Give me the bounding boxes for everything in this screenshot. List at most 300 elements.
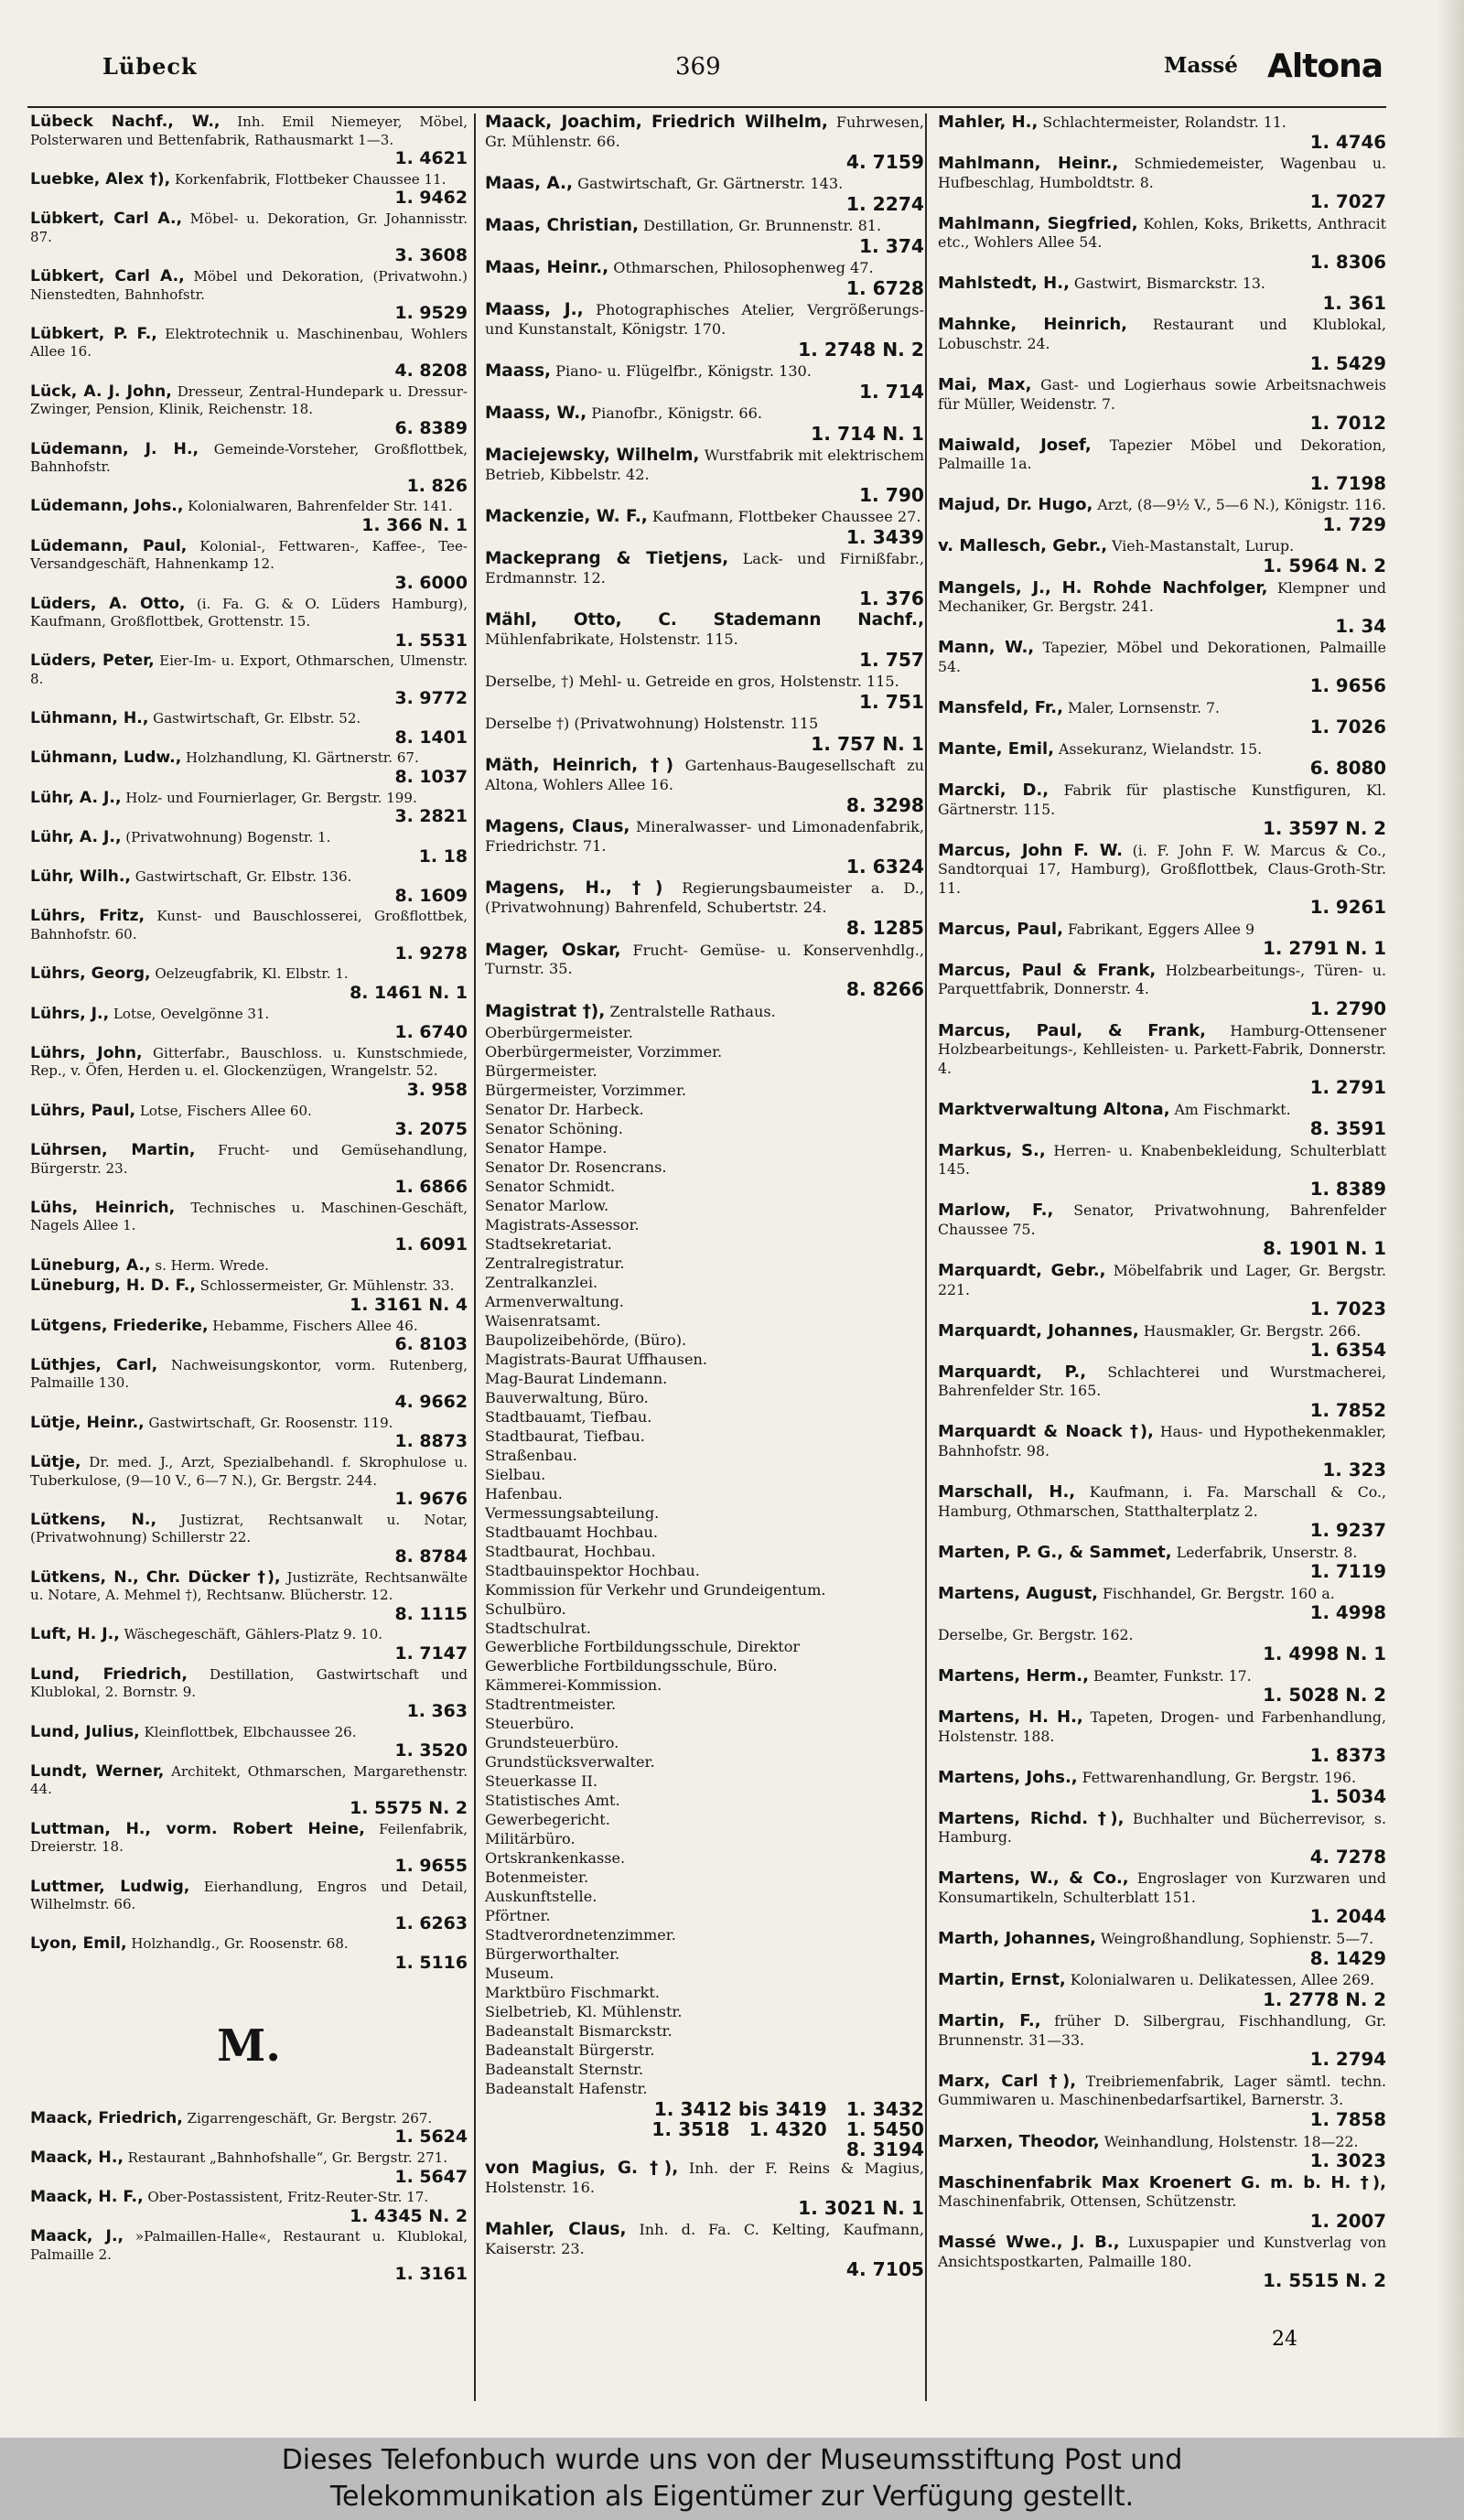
entry-name: Martens, Herm.,	[938, 1665, 1089, 1685]
directory-entry	[30, 498, 468, 534]
entry-details: Herren- u. Knabenbekleidung, Schulterblatt 145.	[938, 1141, 1387, 1179]
entry-details: Regierungsbaumeister a. D., (Privatwohnung) Bahrenfeld, Schubertstr. 24.	[485, 879, 924, 917]
department-item: Stadtrentmeister.	[485, 1696, 617, 1714]
entry-name: Maass, W.,	[485, 404, 587, 424]
entry-details: Eierhandlung, Engros und Detail, Wilhelmstr. 66.	[30, 1878, 468, 1913]
column-1	[30, 113, 468, 2286]
department-item: Stadtsekretariat.	[485, 1235, 612, 1254]
department-item: Oberbürgermeister.	[485, 1024, 633, 1042]
entry-name: Mahlmann, Siegfried,	[938, 213, 1138, 233]
entry-phone: 1. 8306	[1309, 251, 1386, 273]
entry-details: Möbel und Dekoration, (Privatwohn.) Nienstedten, Bahnhofstr.	[30, 267, 468, 303]
entry-phone: 1. 729	[1322, 513, 1386, 535]
entry-phone: 1. 376	[858, 587, 924, 610]
entry-name: Majud, Dr. Hugo,	[938, 495, 1093, 515]
entry-details: Arzt, (8—9½ V., 5—6 N.), Königstr. 116.	[1097, 496, 1386, 514]
entry-name: Martens, August,	[938, 1583, 1098, 1603]
entry-details: Piano- u. Flügelfbr., Königstr. 130.	[555, 362, 812, 381]
entry-details: Derselbe †) (Privatwohnung) Holstenstr. 115	[485, 715, 819, 733]
entry-details: Fuhrwesen, Gr. Mühlenstr. 66.	[485, 113, 924, 150]
entry-phone: 1. 363	[406, 1700, 468, 1721]
directory-entry	[30, 965, 468, 1002]
directory-entry	[485, 715, 924, 754]
entry-details: Senator, Privatwohnung, Bahrenfelder Chaussee 75.	[938, 1201, 1386, 1238]
directory-entry	[938, 2012, 1386, 2070]
entry-details: Derselbe, †) Mehl- u. Getreide en gros, Holstenstr. 115.	[485, 673, 899, 691]
entry-name: Lührs, J.,	[30, 1004, 110, 1023]
department-item: Stadtbauamt, Tiefbau.	[485, 1407, 652, 1426]
entry-phone: 8. 8784	[394, 1545, 468, 1567]
entry-phone: 1. 751	[858, 691, 924, 714]
entry-details: Kunst- und Bauschlosserei, Großflottbek, Bahnhofstr. 60.	[30, 908, 468, 943]
entry-phone: 1. 374	[858, 235, 924, 258]
entry-details: Weingroßhandlung, Sophienstr. 5—7.	[1100, 1930, 1374, 1948]
page-number: 369	[675, 53, 721, 81]
entry-name: Maack, J.,	[30, 2227, 124, 2246]
entry-details: Tapezier Möbel und Dekoration, Palmaille 1a.	[938, 436, 1386, 473]
entry-phone: 1. 7119	[1309, 1561, 1386, 1583]
entry-details: Kaufmann, i. Fa. Marschall & Co., Hamburg, Othmarschen, Statthalterplatz 2.	[938, 1483, 1386, 1520]
entry-phone: 8. 3298	[845, 794, 924, 817]
entry-phone: 6. 8103	[394, 1334, 468, 1355]
department-item: Stadtbauinspektor Hochbau.	[485, 1561, 700, 1579]
entry-name: Martin, F.,	[938, 2011, 1041, 2031]
entry-name: Mahnke, Heinrich,	[938, 315, 1127, 335]
department-item: Museum.	[485, 1964, 554, 1982]
entry-name: Mahler, H.,	[938, 113, 1039, 132]
entry-phone: 1. 2778 N. 2	[1263, 1988, 1386, 2010]
entry-phone: 1. 6728	[845, 277, 924, 300]
entry-name: Mähl, Otto, C. Stademann Nachf.,	[485, 610, 924, 630]
directory-entry	[485, 2221, 924, 2279]
entry-name: Maack, H. F.,	[30, 2188, 144, 2207]
directory-entry	[485, 362, 924, 402]
entry-details: Gartenhaus-Baugesellschaft zu Altona, Wohlers Allee 16.	[485, 757, 924, 794]
entry-phone: 1. 4621	[394, 148, 468, 169]
entry-name: Lübkert, P. F.,	[30, 324, 157, 343]
entry-details: Kaufmann, Flottbeker Chaussee 27.	[651, 508, 921, 526]
entry-name: Lührsen, Martin,	[30, 1140, 196, 1159]
entry-details: Schlossermeister, Gr. Mühlenstr. 33.	[199, 1277, 455, 1295]
entry-details: Buchhalter und Bücherrevisor, s. Hamburg.	[938, 1809, 1386, 1847]
entry-phone: 1. 323	[1322, 1459, 1386, 1481]
entry-details: Luxuspapier und Kunstverlag von Ansichtspostkarten, Palmaille 180.	[938, 2234, 1386, 2270]
entry-phone: 1. 5034	[1309, 1786, 1386, 1808]
entry-details: Lotse, Fischers Allee 60.	[139, 1102, 312, 1119]
entry-details: (Privatwohnung) Bogenstr. 1.	[125, 828, 331, 845]
directory-entry	[30, 790, 468, 826]
entry-name: Lütje, Heinr.,	[30, 1413, 145, 1432]
department-item: Steuerbüro.	[485, 1715, 575, 1733]
directory-entry	[30, 1200, 468, 1255]
entry-name: Lüders, Peter,	[30, 652, 155, 671]
entry-details: Pianofbr., Königstr. 66.	[591, 404, 763, 423]
entry-phone: 1. 2007	[1309, 2210, 1386, 2232]
entry-details: Zentralstelle Rathaus.	[609, 1002, 776, 1020]
entry-details: Feilenfabrik, Dreierstr. 18.	[30, 1820, 468, 1856]
entry-name: Mager, Oskar,	[485, 940, 621, 960]
entry-phone: 1. 4998 N. 1	[1263, 1643, 1386, 1665]
entry-details: Gemeinde-Vorsteher, Großflottbek, Bahnhofstr.	[30, 440, 468, 476]
entry-phone: 1. 7023	[1309, 1298, 1386, 1320]
entry-name: Marcus, Paul, & Frank,	[938, 1020, 1206, 1040]
entry-phone: 8. 1429	[1309, 1947, 1386, 1969]
magistrat-phone-range: 1. 3412 bis 3419 1. 3432	[653, 2097, 924, 2120]
entry-phone: 1. 7858	[1309, 2108, 1386, 2130]
department-item: Magistrats-Baurat Uffhausen.	[485, 1350, 707, 1368]
department-item: Badeanstalt Bürgerstr.	[485, 2041, 655, 2059]
entry-phone: 1. 9655	[394, 1855, 468, 1876]
entry-name: Maas, A.,	[485, 174, 574, 194]
entry-phone: 1. 757 N. 1	[811, 733, 924, 756]
directory-entry	[30, 171, 468, 208]
entry-phone: 8. 1037	[394, 767, 468, 788]
entry-name: Lyon, Emil,	[30, 1934, 127, 1954]
entry-details: Gastwirtschaft, Gr. Elbstr. 52.	[153, 710, 361, 727]
entry-name: Martens, Johs.,	[938, 1767, 1078, 1787]
entry-name: Martens, Richd. †),	[938, 1808, 1125, 1828]
directory-entry	[30, 1103, 468, 1139]
entry-name: Lüneburg, A.,	[30, 1255, 151, 1275]
entry-name: Maass, J.,	[485, 300, 584, 320]
entry-details: Schlachterei und Wurstmacherei, Bahrenfelder Str. 165.	[938, 1362, 1386, 1400]
entry-phone: 1. 8373	[1309, 1745, 1386, 1767]
entry-phone: 1. 7012	[1309, 413, 1386, 435]
entry-details: Hamburg-Ottensener Holzbearbeitungs-, Kehlleisten- u. Parkett-Fabrik, Donnerstr. 4.	[938, 1021, 1386, 1077]
entry-phone: 6. 8389	[394, 417, 468, 438]
entry-name: Mahlstedt, H.,	[938, 274, 1070, 294]
department-item: Gewerbliche Fortbildungsschule, Büro.	[485, 1657, 778, 1675]
entry-name: Lund, Friedrich,	[30, 1664, 188, 1684]
directory-entry	[485, 508, 924, 547]
credit-line-1: Dieses Telefonbuch wurde uns von der Museumsstiftung Post und	[281, 2444, 1183, 2476]
entry-name: Mackeprang & Tietjens,	[485, 549, 729, 569]
directory-entry	[485, 217, 924, 256]
entry-phone: 1. 5964 N. 2	[1263, 555, 1386, 576]
entry-name: Marquardt, Gebr.,	[938, 1261, 1106, 1281]
entry-phone: 1. 2044	[1309, 1906, 1386, 1928]
entry-details: Kolonialwaren, Bahrenfelder Str. 141.	[188, 498, 453, 515]
entry-details: Hausmakler, Gr. Bergstr. 266.	[1143, 1321, 1362, 1340]
entry-name: Marschall, H.,	[938, 1482, 1076, 1502]
entry-details: Schlachtermeister, Rolandstr. 11.	[1042, 113, 1286, 131]
entry-details: Othmarschen, Philosophenweg 47.	[613, 259, 874, 277]
entry-name: Marcus, Paul & Frank,	[938, 960, 1157, 980]
directory-entry	[938, 921, 1386, 959]
directory-entry	[938, 1544, 1386, 1582]
entry-details: Kleinflottbek, Elbchaussee 26.	[144, 1723, 357, 1740]
magistrat-phone-last: 8. 3194	[845, 2138, 924, 2160]
directory-entry	[938, 1930, 1386, 1968]
entry-phone: 4. 7159	[845, 150, 924, 173]
entry-name: Lüdemann, Paul,	[30, 536, 188, 555]
entry-name: Mai, Max,	[938, 375, 1032, 395]
entry-phone: 8. 1285	[845, 917, 924, 940]
entry-name: Lübeck Nachf., W.,	[30, 113, 221, 131]
entry-details: Kohlen, Koks, Briketts, Anthracit etc., Wohlers Allee 54.	[938, 214, 1386, 252]
entry-name: Lütkens, N.,	[30, 1510, 156, 1529]
department-item: Vermessungsabteilung.	[485, 1503, 660, 1522]
entry-details: Dr. med. J., Arzt, Spezialbehandl. f. Skrophulose u. Tuberkulose, (9—10 V., 6—7 N.), Gr. Bergstr. 244.	[30, 1453, 468, 1489]
entry-phone: 1. 9237	[1309, 1520, 1386, 1542]
entry-name: Lütje,	[30, 1452, 81, 1471]
directory-entry	[938, 2234, 1386, 2291]
directory-entry	[938, 2073, 1386, 2130]
directory-entry	[30, 829, 468, 866]
entry-details: Hebamme, Fischers Allee 46.	[212, 1317, 418, 1334]
entry-details: Wäschegeschäft, Gählers-Platz 9. 10.	[124, 1626, 383, 1643]
entry-phone: 1. 714 N. 1	[811, 423, 924, 446]
entry-details: Engroslager von Kurzwaren und Konsumartikeln, Schulterblatt 151.	[938, 1869, 1386, 1906]
entry-phone: 1. 6263	[394, 1912, 468, 1933]
directory-entry	[938, 1708, 1386, 1766]
entry-name: von Magius, G. †),	[485, 2158, 679, 2178]
department-item: Mag-Baurat Lindemann.	[485, 1369, 668, 1387]
directory-entry	[938, 1483, 1386, 1541]
entry-phone: 3. 6000	[394, 572, 468, 593]
directory-entry	[938, 1101, 1386, 1139]
entry-details: Holzhandlung, Kl. Gärtnerstr. 67.	[186, 749, 419, 767]
entry-details: Gitterfabr., Bauschloss. u. Kunstschmiede, Rep., v. Öfen, Herden u. el. Glockenzügen, Wrangelstr. 52.	[30, 1044, 468, 1080]
entry-details: Technisches u. Maschinen-Geschäft, Nagels Allee 1.	[30, 1199, 468, 1234]
entry-details: Dresseur, Zentral-Hundepark u. Dressur-Zwinger, Pension, Klinik, Reichenstr. 18.	[30, 382, 468, 418]
entry-phone: 1. 5116	[394, 1953, 468, 1974]
entry-name: Mangels, J., H. Rohde Nachfolger,	[938, 577, 1268, 598]
directory-entry	[30, 2228, 468, 2283]
entry-phone: 1. 5515 N. 2	[1263, 2270, 1386, 2292]
entry-phone: 1. 7147	[394, 1643, 468, 1664]
department-item: Zentralregistratur.	[485, 1255, 625, 1273]
directory-entry	[30, 1879, 468, 1933]
entry-name: Maiwald, Josef,	[938, 435, 1092, 455]
column-divider	[474, 113, 476, 2401]
entries-l	[30, 113, 468, 1973]
entry-name: Luttman, H., vorm. Robert Heine,	[30, 1819, 365, 1838]
entry-name: Martens, H. H.,	[938, 1707, 1083, 1728]
department-item: Baupolizeibehörde, (Büro).	[485, 1330, 687, 1349]
entry-phone: 1. 4746	[1309, 131, 1386, 153]
directory-entry	[485, 113, 924, 172]
directory-entry	[30, 326, 468, 381]
entry-name: Marquardt, Johannes,	[938, 1320, 1139, 1341]
entry-name: Marxen, Theodor,	[938, 2131, 1100, 2151]
directory-entry	[485, 259, 924, 298]
entry-name: Lück, A. J. John,	[30, 382, 172, 401]
entry-phone: 1. 9529	[394, 303, 468, 324]
directory-entry	[30, 1257, 468, 1276]
entry-details: Inh. Emil Niemeyer, Möbel, Polsterwaren und Bettenfabrik, Rathausmarkt 1—3.	[30, 113, 468, 148]
entry-details: Eier-Im- u. Export, Othmarschen, Ulmenstr. 8.	[30, 652, 468, 687]
entry-details: Mineralwasser- und Limonadenfabrik, Friedrichstr. 71.	[485, 818, 924, 856]
entry-name: Lütgens, Friederike,	[30, 1316, 209, 1335]
department-item: Senator Schöning.	[485, 1120, 623, 1138]
department-item: Gewerbliche Fortbildungsschule, Direktor	[485, 1638, 801, 1656]
entry-name: Lührs, Paul,	[30, 1101, 136, 1120]
sheet-number: 24	[1272, 2328, 1297, 2351]
directory-entry	[485, 404, 924, 444]
department-item: Auskunftstelle.	[485, 1888, 597, 1906]
entry-details: Holzhandlg., Gr. Roosenstr. 68.	[131, 1935, 349, 1953]
entry-phone: 8. 3591	[1309, 1118, 1386, 1140]
entry-phone: 3. 2075	[394, 1119, 468, 1140]
directory-entry	[485, 301, 924, 360]
directory-entry	[30, 1415, 468, 1451]
entry-name: Mäth, Heinrich, †)	[485, 756, 674, 776]
entry-phone: 1. 9278	[394, 942, 468, 964]
entry-phone: 1. 6354	[1309, 1340, 1386, 1362]
department-item: Magistrats-Assessor.	[485, 1216, 640, 1234]
directory-entry	[938, 781, 1386, 839]
entry-details: Holzbearbeitungs-, Türen- u. Parquettfabrik, Donnerstr. 4.	[938, 961, 1386, 998]
directory-entry	[938, 1667, 1386, 1706]
entry-phone: 1. 2791	[1309, 1077, 1386, 1099]
department-item: Badeanstalt Bismarckstr.	[485, 2021, 673, 2040]
entry-details: Restaurant und Klublokal, Lobuschstr. 24.	[938, 316, 1386, 352]
department-item: Senator Dr. Rosencrans.	[485, 1158, 667, 1177]
department-item: Zentralkanzlei.	[485, 1274, 598, 1292]
entry-phone: 1. 7026	[1309, 716, 1386, 738]
entry-details: Am Fischmarkt.	[1174, 1100, 1291, 1118]
entry-details: Schmiedemeister, Wagenbau u. Hufbeschlag, Humboldtstr. 8.	[938, 155, 1386, 191]
directory-entry	[938, 2174, 1386, 2232]
directory-entry	[938, 1585, 1386, 1623]
directory-entry	[485, 611, 924, 670]
entry-details: Maschinenfabrik, Ottensen, Schützenstr.	[938, 2192, 1237, 2211]
entry-details: Gastwirt, Bismarckstr. 13.	[1073, 275, 1265, 293]
entry-details: Architekt, Othmarschen, Margarethenstr. 44.	[30, 1762, 468, 1798]
entry-phone: 8. 1401	[394, 727, 468, 748]
entry-details: Treibriemenfabrik, Lager sämtl. techn. Gummiwaren u. Maschinenbedarfsartikel, Barnerstr. 3.	[938, 2072, 1386, 2109]
entry-details: Kolonialwaren u. Delikatessen, Allee 269.	[1070, 1971, 1375, 1989]
entries-maack-magistrat	[485, 113, 924, 1021]
entry-phone: 1. 5429	[1309, 352, 1386, 374]
entry-phone: 4. 7105	[845, 2257, 924, 2280]
entry-details: Möbel- u. Dekoration, Gr. Johannisstr. 87.	[30, 210, 468, 245]
entry-name: Lühr, A. J.,	[30, 827, 122, 846]
entry-details: Photographisches Atelier, Vergrößerungs- und Kunstanstalt, Königstr. 170.	[485, 301, 924, 339]
entries-mahler-masse	[938, 113, 1386, 2291]
entry-phone: 1. 18	[418, 845, 468, 867]
magistrat-departments	[485, 1024, 924, 2098]
department-item: Marktbüro Fischmarkt.	[485, 1983, 660, 2001]
directory-entry	[938, 275, 1386, 313]
entry-phone: 1. 3597 N. 2	[1263, 818, 1386, 840]
directory-entry	[30, 2149, 468, 2186]
running-head-city: Altona	[1267, 48, 1383, 85]
entry-phone: 3. 958	[406, 1080, 468, 1101]
entry-details: Möbelfabrik und Lager, Gr. Bergstr. 221.	[938, 1262, 1387, 1298]
entry-name: Marx, Carl †),	[938, 2071, 1077, 2091]
entry-details: Tapeten, Drogen- und Farbenhandlung, Holstenstr. 188.	[938, 1708, 1386, 1745]
entry-details: Fabrik für plastische Kunstfiguren, Kl. Gärtnerstr. 115.	[938, 781, 1386, 818]
department-item: Gewerbegericht.	[485, 1811, 610, 1829]
department-item: Kämmerei-Kommission.	[485, 1676, 662, 1695]
department-item: Senator Marlow.	[485, 1197, 609, 1215]
directory-entry	[30, 441, 468, 496]
directory-entry	[938, 537, 1386, 576]
directory-entry	[938, 699, 1386, 738]
entry-details: Korkenfabrik, Flottbeker Chaussee 11.	[174, 170, 447, 188]
header-rule	[27, 106, 1386, 108]
entry-phone: 8. 8266	[845, 978, 924, 1001]
directory-entry	[30, 1454, 468, 1509]
entry-details: Ober-Postassistent, Fritz-Reuter-Str. 17.	[147, 2189, 429, 2206]
entry-name: Martens, W., & Co.,	[938, 1868, 1129, 1889]
entry-phone: 4. 7278	[1309, 1846, 1386, 1868]
directory-entry	[485, 2159, 924, 2218]
department-item: Grundsteuerbüro.	[485, 1734, 619, 1752]
department-item: Pförtner.	[485, 1907, 551, 1925]
credit-line-2: Telekommunikation als Eigentümer zur Verfügung gestellt.	[329, 2481, 1135, 2513]
entry-phone: 1. 9462	[394, 188, 468, 209]
directory-entry	[938, 1810, 1386, 1868]
directory-entry	[485, 942, 924, 1000]
directory-entry	[30, 1935, 468, 1972]
entry-name: Massé Wwe., J. B.,	[938, 2233, 1120, 2253]
entry-details: Kolonial-, Fettwaren-, Kaffee-, Tee-Versandgeschäft, Hahnenkamp 12.	[30, 537, 468, 573]
entry-phone: 1. 7198	[1309, 472, 1386, 494]
entry-details: Gastwirtschaft, Gr. Gärtnerstr. 143.	[577, 175, 844, 193]
entry-details: Nachweisungskontor, vorm. Rutenberg, Palmaille 130.	[30, 1356, 468, 1392]
directory-entry	[30, 383, 468, 438]
running-head-last-entry: Massé	[1164, 53, 1238, 78]
directory-entry	[30, 2189, 468, 2225]
entry-name: Lühs, Heinrich,	[30, 1198, 176, 1217]
directory-entry	[938, 639, 1386, 696]
magistrat-phone-extra: 1. 3518 1. 4320 1. 5450	[651, 2117, 924, 2140]
entry-phone: 1. 3023	[1309, 2150, 1386, 2172]
directory-entry	[485, 818, 924, 877]
directory-entry	[938, 1022, 1386, 1098]
directory-entry	[30, 1318, 468, 1354]
department-item: Ortskrankenkasse.	[485, 1849, 626, 1868]
directory-entry	[938, 1769, 1386, 1807]
directory-entry	[30, 596, 468, 651]
directory-entry	[30, 113, 468, 168]
entry-details: (i. Fa. G. & O. Lüders Hamburg), Kaufmann, Großflottbek, Grottenstr. 15.	[30, 595, 468, 630]
entry-phone: 1. 826	[406, 475, 468, 496]
column-divider	[925, 113, 927, 2401]
department-item: Bürgermeister, Vorzimmer.	[485, 1082, 686, 1100]
entry-phone: 1. 6866	[394, 1177, 468, 1198]
directory-entry	[30, 1724, 468, 1761]
directory-entry	[30, 1142, 468, 1197]
directory-entry	[938, 215, 1386, 273]
section-letter: M.	[217, 2019, 281, 2072]
entry-phone: 8. 1461 N. 1	[350, 982, 468, 1003]
department-item: Statistisches Amt.	[485, 1792, 620, 1810]
directory-entry	[938, 962, 1386, 1019]
directory-entry	[938, 376, 1386, 434]
entry-phone: 1. 2790	[1309, 997, 1386, 1019]
entry-details: Justizrat, Rechtsanwalt u. Notar, (Privatwohnung) Schillerstr 22.	[30, 1511, 468, 1546]
entry-name: Maack, Joachim, Friedrich Wilhelm,	[485, 113, 828, 132]
entry-name: Marcus, John F. W.	[938, 840, 1124, 860]
entry-phone: 8. 1609	[394, 885, 468, 906]
entry-name: Maschinenfabrik Max Kroenert G. m. b. H. †),	[938, 2172, 1386, 2192]
department-item: Armenverwaltung.	[485, 1293, 624, 1311]
entry-name: Luebke, Alex †),	[30, 169, 171, 188]
entry-phone: 1. 714	[858, 381, 924, 404]
entry-name: Lühr, A. J.,	[30, 788, 122, 807]
entry-phone: 1. 3161 N. 4	[350, 1294, 468, 1315]
column-3	[938, 113, 1386, 2294]
directory-entry	[30, 1821, 468, 1876]
entry-phone: 1. 9656	[1309, 675, 1386, 697]
department-item: Kommission für Verkehr und Grundeigentum.	[485, 1580, 826, 1599]
entry-name: Lühr, Wilh.,	[30, 867, 131, 887]
entry-details: Holz- und Fournierlager, Gr. Bergstr. 199.	[125, 789, 417, 806]
